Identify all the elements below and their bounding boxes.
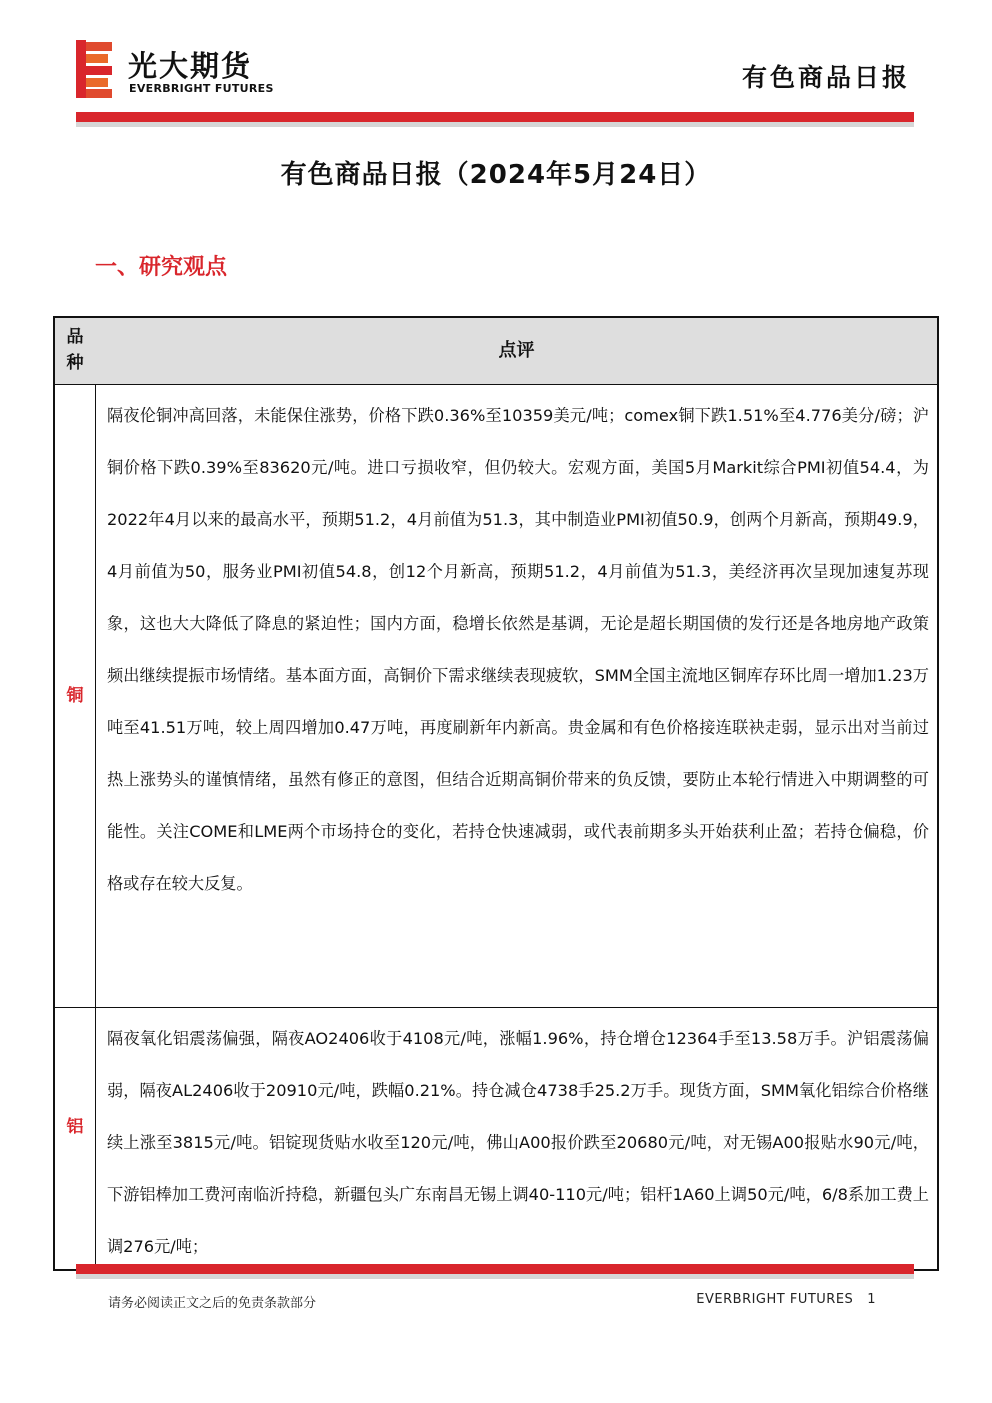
- variety-cell: 铜: [66, 686, 84, 706]
- footer-brand: EVERBRIGHT FUTURES: [696, 1292, 854, 1307]
- table-row: [55, 1008, 937, 1269]
- research-table: [53, 316, 939, 1271]
- brand-name-cn: 光大期货: [128, 49, 253, 83]
- section-title: 一、研究观点: [95, 255, 228, 280]
- brand-logo: [76, 40, 316, 100]
- comment-cell: 隔夜伦铜冲高回落，未能保住涨势，价格下跌0.36%至10359美元/吨；comex铜下跌1.51%至4.776美分/磅；沪铜价格下跌0.39%至83620元/吨。进口亏损收窄，但仍较大。宏观方面，美国5月Markit综合PMI初值54.4，为2022年4月以来的最高水平，预期51.2，4月前值为51.3，其中制造业PMI初值50.9，创两个月新高，预期49.9，4月前值为50，服务业PMI初值54.8，创12个月新高，预期51.2，4月前值为51.3，美经济再次呈现加速复苏现象，这也大大降低了降息的紧迫性；国内方面，稳增长依然是基调，无论是超长期国债的发行还是各地房地产政策频出继续提振市场情绪。基本面方面，高铜价下需求继续表现疲软，SMM全国主流地区铜库存环比周一增加1.23万吨至41.51万吨，较上周四增加0.47万吨，再度刷新年内新高。贵金属和有色价格接连联袂走弱，显示出对当前过热上涨势头的谨慎情绪，虽然有修正的意图，但结合近期高铜价带来的负反馈，要防止本轮行情进入中期调整的可能性。关注COME和LME两个市场持仓的变化，若持仓快速减弱，或代表前期多头开始获利止盈；若持仓偏稳，价格或存在较大反复。: [107, 406, 929, 893]
- header-variety-label: 品种: [66, 327, 84, 373]
- header-rule: [76, 112, 914, 122]
- table-row: [55, 385, 937, 1008]
- everbright-logo-icon: [76, 40, 114, 98]
- report-name: 有色商品日报: [741, 63, 910, 92]
- table-header: [55, 318, 937, 385]
- header-comment: 点评: [498, 340, 535, 361]
- header-variety: [55, 324, 95, 376]
- document-title: 有色商品日报（2024年5月24日）: [280, 160, 712, 190]
- footer-rule: [76, 1264, 914, 1274]
- footer-disclaimer: 请务必阅读正文之后的免责条款部分: [108, 1296, 317, 1311]
- page-number: 1: [867, 1292, 876, 1307]
- footer-brand-page: [696, 1292, 876, 1307]
- variety-cell: 铝: [66, 1117, 84, 1137]
- brand-name-en: EVERBRIGHT FUTURES: [129, 82, 274, 95]
- comment-cell: 隔夜氧化铝震荡偏强，隔夜AO2406收于4108元/吨，涨幅1.96%，持仓增仓12364手至13.58万手。沪铝震荡偏弱，隔夜AL2406收于20910元/吨，跌幅0.21%。持仓减仓4738手25.2万手。现货方面，SMM氧化铝综合价格继续上涨至3815元/吨。铝锭现货贴水收至120元/吨，佛山A00报价跌至20680元/吨，对无锡A00报贴水90元/吨，下游铝棒加工费河南临沂持稳，新疆包头广东南昌无锡上调40-110元/吨；铝杆1A60上调50元/吨，6/8系加工费上调276元/吨；: [107, 1029, 929, 1256]
